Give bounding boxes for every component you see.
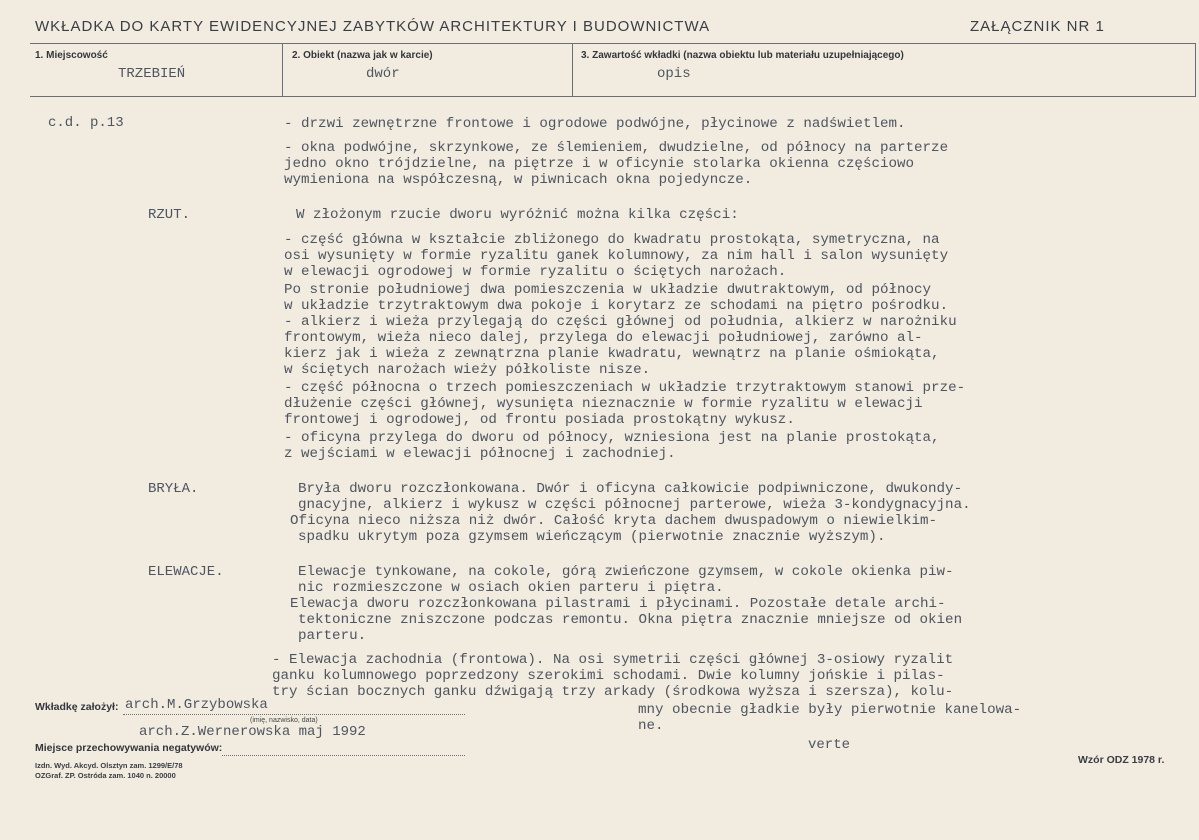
text-line: parteru. [298,628,367,644]
continuation-note: c.d. p.13 [48,115,124,131]
attachment-number: ZAŁĄCZNIK NR 1 [970,18,1105,35]
text-line: w ściętych narożach wieży półkoliste nisze. [284,362,651,378]
text-line: - część północna o trzech pomieszczeniach w układzie trzytraktowym stanowi prze- [284,380,966,396]
author-label: Wkładkę założył: [35,701,119,713]
text-line: - oficyna przylega do dworu od północy, wzniesiona jest na planie prostokąta, [284,430,940,446]
text-line: tektoniczne zniszczone podczas remontu. Okna piętra znacznie mniejsze od okien [298,612,963,628]
text-line: w elewacji ogrodowej w formie ryzalitu o ściętych narożach. [284,264,787,280]
text-line: mny obecnie gładkie były pierwotnie kanelowa- [638,702,1022,718]
field-object-label: 2. Obiekt (nazwa jak w karcie) [292,50,433,61]
text-line: Elewacja dworu rozczłonkowana pilastrami i płycinami. Pozostałe detale archi- [290,596,946,612]
field-locality-label: 1. Miejscowość [35,50,108,61]
printer-imprint-2: OZGraf. ZP. Ostróda zam. 1040 n. 20000 [35,771,176,780]
storage-label: Miejsce przechowywania negatywów: [35,742,223,754]
text-line: z wejściami w elewacji północnej i zachodniej. [284,446,676,462]
text-line: wymieniona na współczesną, w piwnicach okna pojedyncze. [284,172,753,188]
field-divider-1 [282,43,283,97]
text-line: ganku kolumnowego poprzedzony szerokimi schodami. Dwie kolumny jońskie i pilas- [272,668,945,684]
text-line: spadku ukrytym poza gzymsem wieńczącym (pierwotnie znacznie wyższym). [298,529,886,545]
text-line: nic rozmieszczone w osiach okien parteru i piętra. [298,580,724,596]
author-dotted-line [123,714,465,715]
text-line: Elewacje tynkowane, na cokole, górą zwieńczone gzymsem, w cokole okienka piw- [298,564,954,580]
text-line: try ścian bocznych ganku dźwigają trzy arkady (środkowa wyższa i szersza), kolu- [272,684,954,700]
text-line: - drzwi zewnętrzne frontowe i ogrodowe podwójne, płycinowe z nadświetlem. [284,116,906,132]
text-line: frontowej i ogrodowej, od frontu posiada prostokątny wykusz. [284,412,795,428]
field-content-label: 3. Zawartość wkładki (nazwa obiektu lub materiału uzupełniającego) [581,50,904,61]
text-line: - okna podwójne, skrzynkowe, ze ślemieniem, dwudzielne, od północy na parterze [284,140,949,156]
text-line: Po stronie południowej dwa pomieszczenia w układzie dwutraktowym, od północy [284,282,932,298]
field-object-value: dwór [366,66,400,82]
form-title: WKŁADKA DO KARTY EWIDENCYJNEJ ZABYTKÓW ARCHITEKTURY I BUDOWNICTWA [35,18,711,35]
author-name-1: arch.M.Grzybowska [125,697,268,713]
text-line: w układzie trzytraktowym dwa pokoje i korytarz ze schodami na piętro pośrodku. [284,298,949,314]
field-divider-2 [572,43,573,97]
printer-imprint-1: Izdn. Wyd. Akcyd. Olsztyn zam. 1299/E/78 [35,761,183,770]
text-line: W złożonym rzucie dworu wyróżnić można kilka części: [296,207,739,223]
text-line: jedno okno trójdzielne, na piętrze i w oficynie stolarka okienna częściowo [284,156,915,172]
text-line: ne. [638,718,664,734]
text-line: frontowym, wieża nieco dalej, przylega do elewacji południowej, zarówno al- [284,330,923,346]
text-line: - część główna w kształcie zbliżonego do kwadratu prostokąta, symetryczna, na [284,232,940,248]
text-line: gnacyjne, alkierz i wykusz w części północnej parterowe, wieża 3-kondygnacyjna. [298,497,971,513]
field-content-value: opis [657,66,691,82]
text-line: dłużenie części głównej, wysunięta nieznacznie w formie ryzalitu w elewacji [284,396,923,412]
header-rule-bottom [30,96,1195,97]
storage-dotted-line [222,755,465,756]
section-label-elewacje: ELEWACJE. [148,564,224,580]
field-locality-value: TRZEBIEŃ [118,66,186,82]
section-label-bryla: BRYŁA. [148,481,199,497]
verte-note: verte [808,737,851,753]
section-label-rzut: RZUT. [148,207,191,223]
header-rule-top [30,43,1195,44]
field-divider-right [1195,43,1196,97]
form-pattern-note: Wzór ODZ 1978 r. [1078,754,1165,766]
author-hint: (imię, nazwisko, data) [250,717,318,724]
text-line: - alkierz i wieża przylegają do części głównej od południa, alkierz w narożniku [284,314,957,330]
text-line: Bryła dworu rozczłonkowana. Dwór i oficyna całkowicie podpiwniczone, dwukondy- [298,481,963,497]
text-line: osi wysunięty w formie ryzalitu ganek kolumnowy, za nim hall i salon wysunięty [284,248,949,264]
text-line: - Elewacja zachodnia (frontowa). Na osi symetrii części głównej 3-osiowy ryzalit [272,652,954,668]
text-line: kierz jak i wieża z zewnątrzna planie kwadratu, wewnątrz na planie ośmiokąta, [284,346,940,362]
text-line: Oficyna nieco niższa niż dwór. Całość kryta dachem dwuspadowym o niewielkim- [290,513,938,529]
author-name-2: arch.Z.Wernerowska maj 1992 [139,724,366,740]
